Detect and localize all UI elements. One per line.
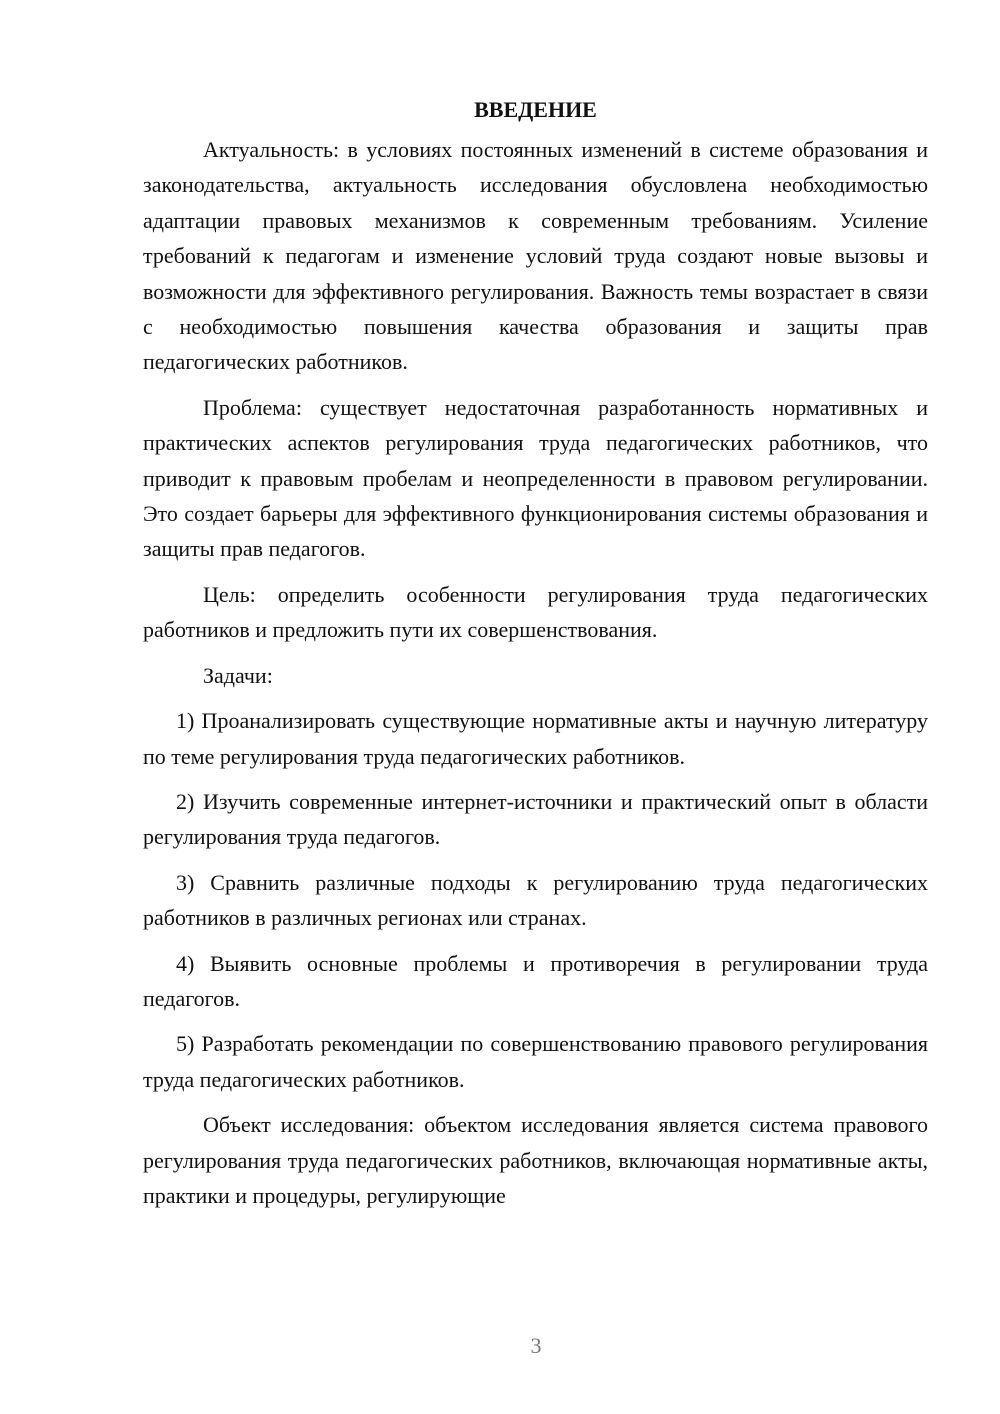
- section-title: ВВЕДЕНИЕ: [474, 97, 597, 122]
- document-page: [143, 92, 928, 1213]
- task-item-5: 5) Разработать рекомендации по совершенствованию правового регулирования труда педагогических работников.: [143, 1031, 928, 1092]
- page-number: 3: [530, 1333, 542, 1358]
- paragraph-problem: Проблема: существует недостаточная разработанность нормативных и практических аспектов регулирования труда педагогических работников, что приводит к правовым пробелам и неопределенности в правовом регулировании. Это создает барьеры для эффективного функционирования системы образования и защиты прав педагогов.: [143, 394, 928, 562]
- paragraph-tasks-heading: Задачи:: [203, 662, 273, 688]
- task-item-4: 4) Выявить основные проблемы и противоречия в регулировании труда педагогов.: [143, 950, 928, 1011]
- task-item-3: 3) Сравнить различные подходы к регулированию труда педагогических работников в различных регионах или странах.: [143, 869, 928, 931]
- task-item-2: 2) Изучить современные интернет-источники и практический опыт в области регулирования труда педагогов.: [143, 788, 928, 850]
- paragraph-object: Объект исследования: объектом исследования является система правового регулирования труда педагогических работников, включающая нормативные акты, практики и процедуры, регулирующие: [143, 1112, 928, 1208]
- paragraph-goal: Цель: определить особенности регулирования труда педагогических работников и предложить пути их совершенствования.: [143, 581, 928, 643]
- task-item-1: 1) Проанализировать существующие нормативные акты и научную литературу по теме регулирования труда педагогических работников.: [143, 708, 928, 769]
- paragraph-relevance: Актуальность: в условиях постоянных изменений в системе образования и законодательства, актуальность исследования обусловлена необходимостью адаптации правовых механизмов к современным требованиям. Усиление требований к педагогам и изменение условий труда создают новые вызовы и возможности для эффективного регулирования. Важность темы возрастает в связи с необходимостью повышения качества образования и защиты прав педагогических работников.: [143, 137, 928, 375]
